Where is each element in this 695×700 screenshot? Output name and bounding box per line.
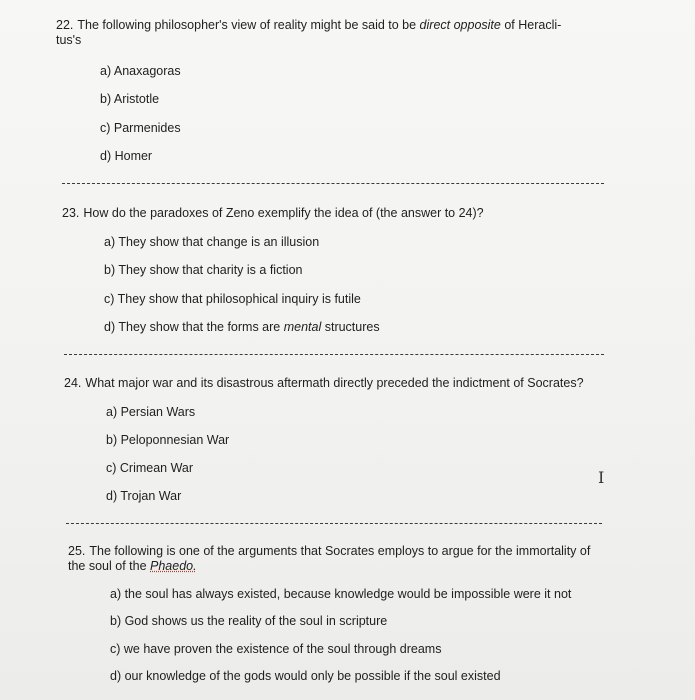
option-c[interactable]: c) Parmenides (100, 121, 181, 135)
option-c[interactable]: c) Crimean War (106, 461, 194, 475)
option-b[interactable]: b) They show that charity is a fiction (104, 263, 303, 277)
book-title: Phaedo. (150, 559, 197, 573)
question-22 (56, 18, 616, 48)
question-number: 22. (56, 18, 74, 32)
option-d-emphasis: mental (283, 320, 322, 334)
question-text: The following is one of the arguments that Socrates employs to argue for the immortality of (89, 544, 591, 558)
section-divider (62, 183, 604, 184)
option-c[interactable]: c) They show that philosophical inquiry is futile (104, 292, 361, 306)
option-a[interactable]: a) They show that change is an illusion (104, 235, 320, 249)
option-b[interactable]: b) Aristotle (100, 92, 160, 106)
question-number: 24. (64, 376, 82, 390)
option-d[interactable]: d) Trojan War (106, 489, 182, 503)
option-d[interactable] (104, 320, 380, 335)
question-text-line2: the soul of the (68, 559, 151, 573)
question-text: How do the paradoxes of Zeno exemplify the idea of (the answer to 24)? (83, 206, 484, 220)
question-25 (68, 544, 668, 574)
option-d[interactable]: d) our knowledge of the gods would only be possible if the soul existed (110, 669, 501, 683)
option-b[interactable]: b) Peloponnesian War (106, 433, 230, 447)
text-cursor-icon: I (598, 468, 605, 487)
question-text: What major war and its disastrous aftermath directly preceded the indictment of Socrates? (85, 376, 584, 390)
option-a[interactable]: a) the soul has always existed, because knowledge would be impossible were it not (110, 587, 572, 601)
question-text-end: of Heracli- (500, 18, 562, 32)
option-a[interactable]: a) Anaxagoras (100, 64, 181, 78)
question-number: 25. (68, 544, 86, 558)
option-c[interactable]: c) we have proven the existence of the soul through dreams (110, 642, 442, 656)
option-d-text: d) They show that the forms are (104, 320, 284, 334)
section-divider (64, 354, 604, 355)
option-d[interactable]: d) Homer (100, 149, 153, 163)
question-emphasis: direct opposite (419, 18, 501, 32)
question-text-line2: tus's (56, 33, 82, 47)
question-23 (62, 206, 622, 221)
question-text: The following philosopher's view of reality might be said to be (77, 18, 420, 32)
section-divider (66, 523, 602, 524)
option-a[interactable]: a) Persian Wars (106, 405, 196, 419)
option-d-text-end: structures (321, 320, 380, 334)
question-24 (64, 376, 654, 391)
question-number: 23. (62, 206, 80, 220)
option-b[interactable]: b) God shows us the reality of the soul in scripture (110, 614, 388, 628)
